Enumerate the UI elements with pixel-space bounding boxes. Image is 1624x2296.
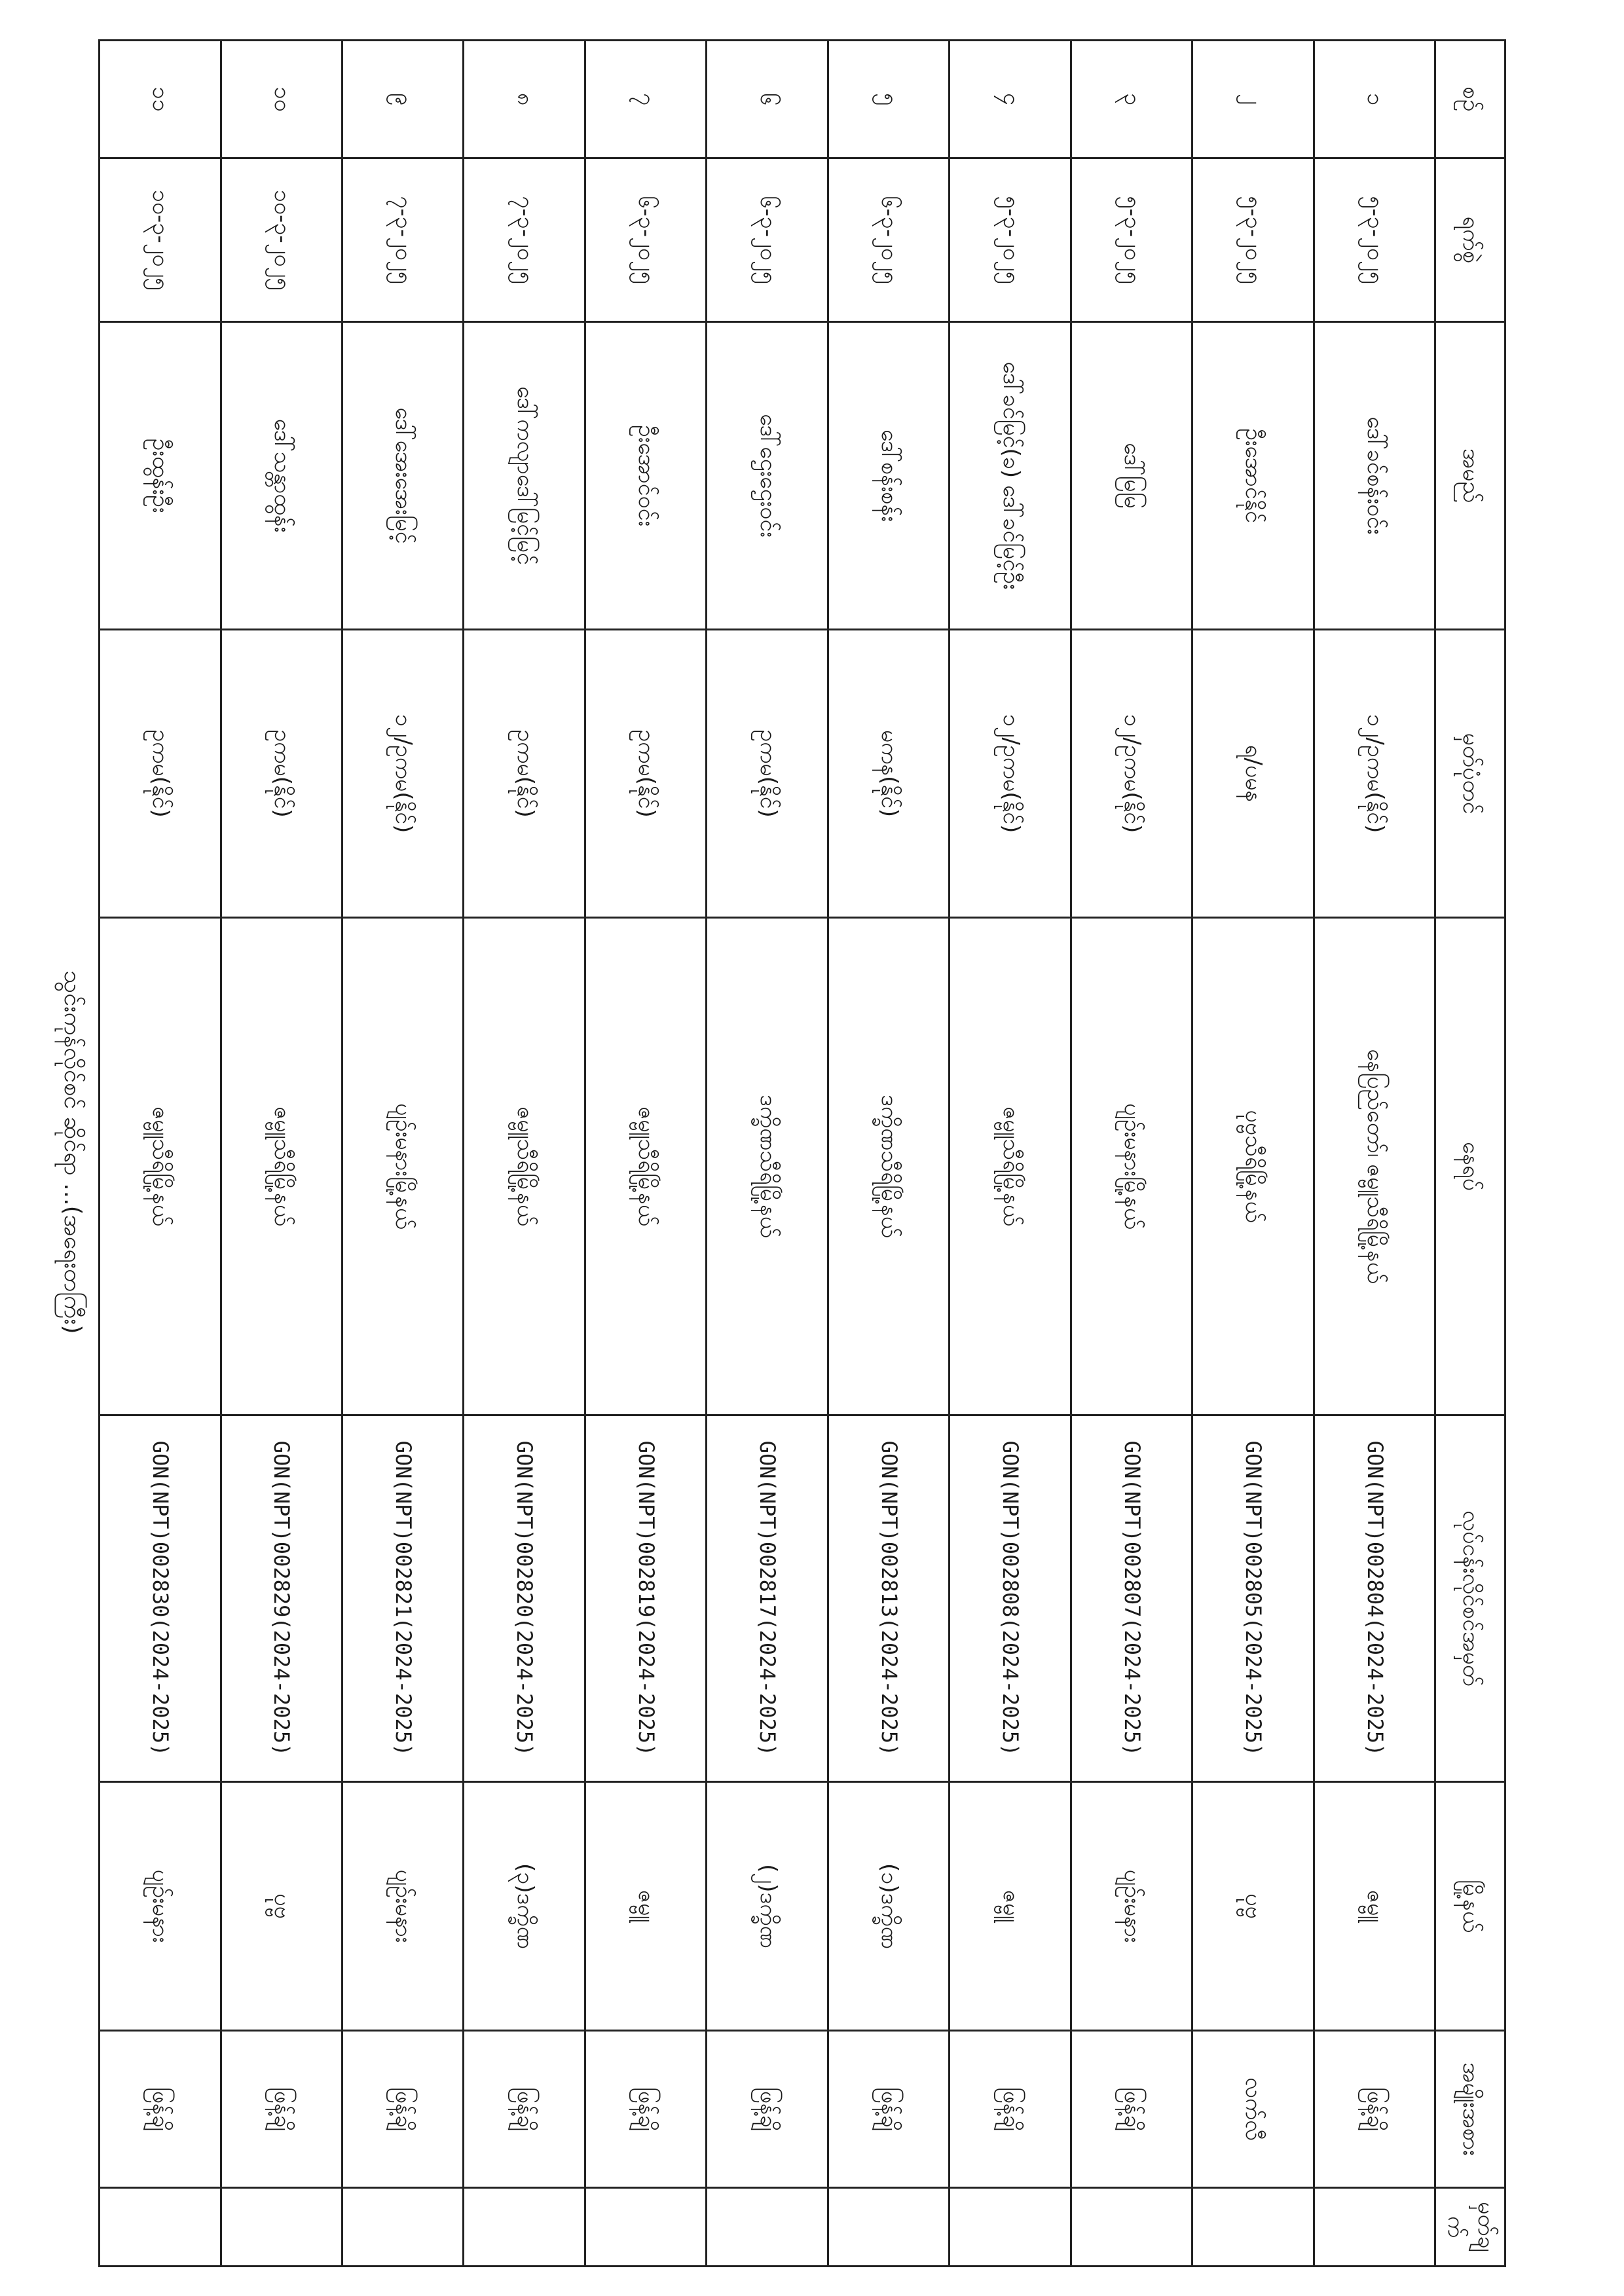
cell-date: ၇-၃-၂၀၂၅ <box>342 158 464 322</box>
header-township: မြို့နယ် <box>1435 1782 1505 2031</box>
cell-address: ပျဉ်းမနားမြို့နယ် <box>1071 918 1192 1415</box>
cell-address: ဒက္ခိဏသီရိမြို့နယ် <box>707 918 828 1415</box>
header-name: အမည် <box>1435 322 1505 630</box>
cell-nrc: ရ/ပမန <box>1192 630 1314 918</box>
cell-no: ၆ <box>707 41 828 158</box>
cell-note <box>1314 2188 1435 2267</box>
cell-date: ၆-၃-၂၀၂၅ <box>585 158 706 322</box>
cell-permit-no: GON(NPT)002817(2024-2025) <box>707 1415 828 1782</box>
cell-name: ဦးအောင်ဝင်း <box>585 322 706 630</box>
cell-type: ဖြန့်ချိ <box>707 2031 828 2188</box>
table-row <box>828 41 949 2267</box>
table-row <box>342 41 464 2267</box>
cell-nrc: ၁၂/ဥကမ(နိုင်) <box>1071 630 1192 918</box>
header-permit-no: လုပ်ငန်းလိုင်စင်အမှတ် <box>1435 1415 1505 1782</box>
cell-date: ၁၀-၃-၂၀၂၅ <box>221 158 342 322</box>
cell-date: ၅-၃-၂၀၂၅ <box>1071 158 1192 322</box>
cell-address: ဇမ္ဗူသီရိမြို့နယ် <box>585 918 706 1415</box>
table-header-row <box>1435 41 1505 2267</box>
cell-nrc: ၁၂/ဥကမ(နိုင်) <box>950 630 1071 918</box>
cell-nrc: ၁၂/ဥကမ(နိုင်) <box>342 630 464 918</box>
cell-township: ပျဉ်းမနား <box>100 1782 221 2031</box>
cell-note <box>464 2188 585 2267</box>
cell-type: ဖြန့်ချိ <box>950 2031 1071 2188</box>
cell-date: ၅-၃-၂၀၂၅ <box>1192 158 1314 322</box>
table-row <box>221 41 342 2267</box>
cell-address: ဇမ္ဗူသီရိမြို့နယ် <box>950 918 1071 1415</box>
cell-township: ဇမ္ဗူ <box>585 1782 706 2031</box>
cell-note <box>100 2188 221 2267</box>
cell-permit-no: GON(NPT)002804(2024-2025) <box>1314 1415 1435 1782</box>
cell-permit-no: GON(NPT)002821(2024-2025) <box>342 1415 464 1782</box>
cell-name: ဒေါ်ကလျာဒေါ်မြင့်မြင့် <box>464 322 585 630</box>
cell-type: ဖြန့်ချိ <box>1314 2031 1435 2188</box>
table-row <box>1071 41 1192 2267</box>
cell-name: ဦးအောင်နိုင် <box>1192 322 1314 630</box>
cell-permit-no: GON(NPT)002829(2024-2025) <box>221 1415 342 1782</box>
cell-address: ဇမ္ဗူသီရိမြို့နယ် <box>464 918 585 1415</box>
cell-township: ပုဗ္ဗ <box>221 1782 342 2031</box>
cell-township: (၁)ဒက္ခိဏ <box>828 1782 949 2031</box>
cell-address: ပျဉ်းမနားမြို့နယ် <box>342 918 464 1415</box>
cell-type: ဖြန့်ချိ <box>342 2031 464 2188</box>
cell-permit-no: GON(NPT)002808(2024-2025) <box>950 1415 1071 1782</box>
cell-name: ဒေါ်သန္တာထွန်း <box>221 322 342 630</box>
cell-type: ဖြန့်ချိ <box>221 2031 342 2188</box>
cell-name: ဒေါ်မြမြ <box>1071 322 1192 630</box>
cell-date: ၁၀-၃-၂၀၂၅ <box>100 158 221 322</box>
cell-township: ဇမ္ဗူ <box>1314 1782 1435 2031</box>
cell-date: ၅-၃-၂၀၂၅ <box>1314 158 1435 322</box>
cell-name: ဒေါ်အေးအေးမြင့် <box>342 322 464 630</box>
cell-name: ဒေါ်ခင်စန်းဝင်း <box>1314 322 1435 630</box>
table-row <box>1314 41 1435 2267</box>
cell-township: ပျဉ်းမနား <box>342 1782 464 2031</box>
cell-type: ဖြန့်ချိ <box>1071 2031 1192 2188</box>
cell-nrc: ဥကမ(နိုင်) <box>464 630 585 918</box>
cell-township: ပုဗ္ဗ <box>1192 1782 1314 2031</box>
cell-address: ဇမ္ဗူသီရိမြို့နယ် <box>221 918 342 1415</box>
cell-permit-no: GON(NPT)002807(2024-2025) <box>1071 1415 1192 1782</box>
cell-township: (၂)ဒက္ခိဏ <box>707 1782 828 2031</box>
cell-date: ၇-၃-၂၀၂၅ <box>464 158 585 322</box>
cell-date: ၅-၃-၂၀၂၅ <box>950 158 1071 322</box>
cell-no: ၉ <box>342 41 464 158</box>
cell-no: ၁၀ <box>221 41 342 158</box>
cell-no: ၄ <box>950 41 1071 158</box>
cell-type: ဖြန့်ချိ <box>828 2031 949 2188</box>
cell-type: ဖြန့်ချိ <box>464 2031 585 2188</box>
cell-name: ဦးထွန်းဦး <box>100 322 221 630</box>
cell-date: ၆-၃-၂၀၂၅ <box>707 158 828 322</box>
cell-nrc: မကန(နိုင်) <box>828 630 949 918</box>
cell-no: ၂ <box>1192 41 1314 158</box>
cell-date: ၆-၃-၂၀၂၅ <box>828 158 949 322</box>
cell-no: ၈ <box>464 41 585 158</box>
cell-address: ဒက္ခိဏသီရိမြို့နယ် <box>828 918 949 1415</box>
cell-no: ၁၁ <box>100 41 221 158</box>
header-date: ရက်စွဲ <box>1435 158 1505 322</box>
license-table <box>98 39 1506 2267</box>
cell-note <box>950 2188 1071 2267</box>
cell-nrc: ဥကမ(နိုင်) <box>707 630 828 918</box>
cell-type: ဖြန့်ချိ <box>100 2031 221 2188</box>
table-row <box>464 41 585 2267</box>
cell-nrc: ဥကမ(နိုင်) <box>221 630 342 918</box>
cell-note <box>342 2188 464 2267</box>
cell-no: ၁ <box>1314 41 1435 158</box>
cell-note <box>828 2188 949 2267</box>
cell-type: ဖြန့်ချိ <box>585 2031 706 2188</box>
cell-nrc: ဥကမ(နိုင်) <box>585 630 706 918</box>
header-nrc: မှတ်ပုံတင် <box>1435 630 1505 918</box>
cell-township: (၃)ဒက္ခိဏ <box>464 1782 585 2031</box>
header-no: စဉ် <box>1435 41 1505 158</box>
cell-township: ဇမ္ဗူ <box>950 1782 1071 2031</box>
cell-note <box>585 2188 706 2267</box>
cell-note <box>1071 2188 1192 2267</box>
cell-permit-no: GON(NPT)002820(2024-2025) <box>464 1415 585 1782</box>
cell-address: ဇမ္ဗူသီရိမြို့နယ် <box>100 918 221 1415</box>
cell-note <box>1192 2188 1314 2267</box>
cell-note <box>221 2188 342 2267</box>
table-row <box>1192 41 1314 2267</box>
header-note: မှတ်ချက် <box>1435 2188 1505 2267</box>
cell-name: ဒေါ်ခင်မြင့်(ခ) ဒေါ်ခင်မြင့်ဦး <box>950 322 1071 630</box>
table-row <box>707 41 828 2267</box>
cell-permit-no: GON(NPT)002813(2024-2025) <box>828 1415 949 1782</box>
cell-no: ၃ <box>1071 41 1192 158</box>
header-address: နေရပ် <box>1435 918 1505 1415</box>
cell-nrc: ၁၂/ဥကမ(နိုင်) <box>1314 630 1435 918</box>
cell-no: ၇ <box>585 41 706 158</box>
rotated-table-wrapper <box>59 39 1506 2265</box>
header-type: အမျိုးအစား <box>1435 2031 1505 2188</box>
cell-permit-no: GON(NPT)002830(2024-2025) <box>100 1415 221 1782</box>
table-row <box>585 41 706 2267</box>
table-row <box>950 41 1071 2267</box>
table-row <box>100 41 221 2267</box>
cell-name: ဒေါ်ဌေးဌေးဝင်း <box>707 322 828 630</box>
cell-type: လက်လီ <box>1192 2031 1314 2188</box>
cell-no: ၅ <box>828 41 949 158</box>
document-title: သွင်းကုန်လိုင်စင် ဆိုင်ရာ ...(အရေးတကြီး) <box>59 970 86 1334</box>
cell-name: ဒေါ်စန်းစန်း <box>828 322 949 630</box>
cell-permit-no: GON(NPT)002819(2024-2025) <box>585 1415 706 1782</box>
cell-address: နေပြည်တော်၊ ဇမ္ဗူသီရိမြို့နယ် <box>1314 918 1435 1415</box>
cell-address: ပုဗ္ဗသီရိမြို့နယ် <box>1192 918 1314 1415</box>
cell-permit-no: GON(NPT)002805(2024-2025) <box>1192 1415 1314 1782</box>
cell-note <box>707 2188 828 2267</box>
cell-township: ပျဉ်းမနား <box>1071 1782 1192 2031</box>
cell-nrc: ဥကမ(နိုင်) <box>100 630 221 918</box>
